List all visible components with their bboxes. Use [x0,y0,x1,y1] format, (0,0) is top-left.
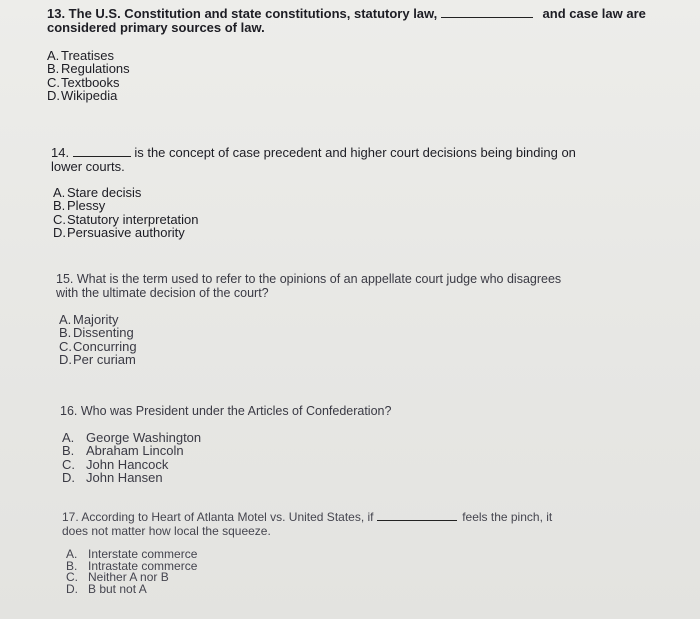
option-text: Treatises [61,48,114,63]
option-letter: C. [66,570,78,584]
option-text: Concurring [73,338,137,354]
option-13-b[interactable] [47,62,646,75]
option-text: Neither A nor B [88,570,169,584]
option-letter: C. [59,338,72,354]
option-text: John Hancock [86,456,169,472]
option-text: Regulations [61,61,130,77]
option-letter: C. [47,74,60,90]
question-17-stem-start: 17. According to Heart of Atlanta Motel vs. United States, if [62,510,374,524]
option-15-a[interactable] [59,313,561,326]
option-16-d[interactable] [62,471,391,484]
question-14 [51,145,576,240]
option-letter: A. [62,430,75,445]
option-letter: D. [53,225,66,241]
option-letter: B. [59,325,72,341]
option-text: Plessy [67,198,106,214]
question-14-answer-blank[interactable] [73,145,131,157]
question-14-stem-text: is the concept of case precedent and higher court decisions being binding on [134,145,576,160]
question-13-stem [47,6,646,21]
option-14-a[interactable] [53,186,576,199]
option-letter: B. [47,61,60,77]
option-text: Interstate commerce [88,547,198,561]
option-text: Abraham Lincoln [86,443,184,459]
option-letter: D. [47,88,60,104]
option-13-d[interactable] [47,89,646,102]
option-16-a[interactable] [62,431,391,444]
option-14-d[interactable] [53,226,576,239]
option-letter: D. [66,581,78,596]
option-letter: A. [59,312,72,327]
option-text: Statutory interpretation [67,211,199,227]
question-17-stem-line2: does not matter how local the squeeze. [62,524,271,538]
option-13-c[interactable] [47,76,646,89]
option-text: B but not A [88,581,147,596]
option-letter: A. [47,48,60,63]
option-text: Textbooks [61,74,120,90]
question-15 [56,272,561,367]
option-letter: A. [53,185,66,200]
option-letter: D. [62,470,75,486]
question-13-answer-blank[interactable] [441,6,533,18]
option-text: Per curiam [73,352,136,368]
option-letter: A. [66,547,78,561]
question-14-number: 14. [51,145,70,160]
option-text: Intrastate commerce [88,558,198,573]
question-13-stem-end: and case law are [542,6,646,21]
question-14-stem [51,145,576,160]
option-15-c[interactable] [59,340,561,353]
question-16 [60,404,391,485]
option-letter: B. [66,558,78,573]
option-text: Wikipedia [61,88,118,104]
question-17-answer-blank[interactable] [377,509,457,521]
question-13-stem-start: 13. The U.S. Constitution and state constitutions, statutory law, [47,6,438,21]
option-14-c[interactable] [53,213,576,226]
option-15-b[interactable] [59,326,561,339]
question-17 [62,509,552,595]
option-letter: B. [53,198,66,214]
option-text: Persuasive authority [67,225,185,241]
question-14-stem-line2: lower courts. [51,159,125,174]
option-text: Dissenting [73,325,134,341]
question-15-stem: 15. What is the term used to refer to the opinions of an appellate court judge who disagrees [56,272,562,286]
option-15-d[interactable] [59,353,561,366]
option-17-d[interactable] [66,581,552,596]
option-13-a[interactable] [47,49,646,62]
option-letter: D. [59,352,72,368]
option-text: Majority [73,312,119,327]
option-16-c[interactable] [62,458,391,471]
question-13-stem-line2: considered primary sources of law. [47,20,265,35]
option-letter: C. [62,456,75,472]
option-text: George Washington [86,430,202,445]
option-letter: B. [62,443,75,459]
question-16-stem: 16. Who was President under the Articles of Confederation? [60,404,392,418]
option-text: John Hansen [86,470,163,486]
question-17-stem [62,509,552,524]
question-13 [47,6,646,103]
option-16-b[interactable] [62,444,391,457]
option-14-b[interactable] [53,199,576,212]
question-15-stem-line2: with the ultimate decision of the court? [56,286,269,300]
option-letter: C. [53,211,66,227]
option-text: Stare decisis [67,185,142,200]
question-17-stem-end: feels the pinch, it [462,510,553,524]
